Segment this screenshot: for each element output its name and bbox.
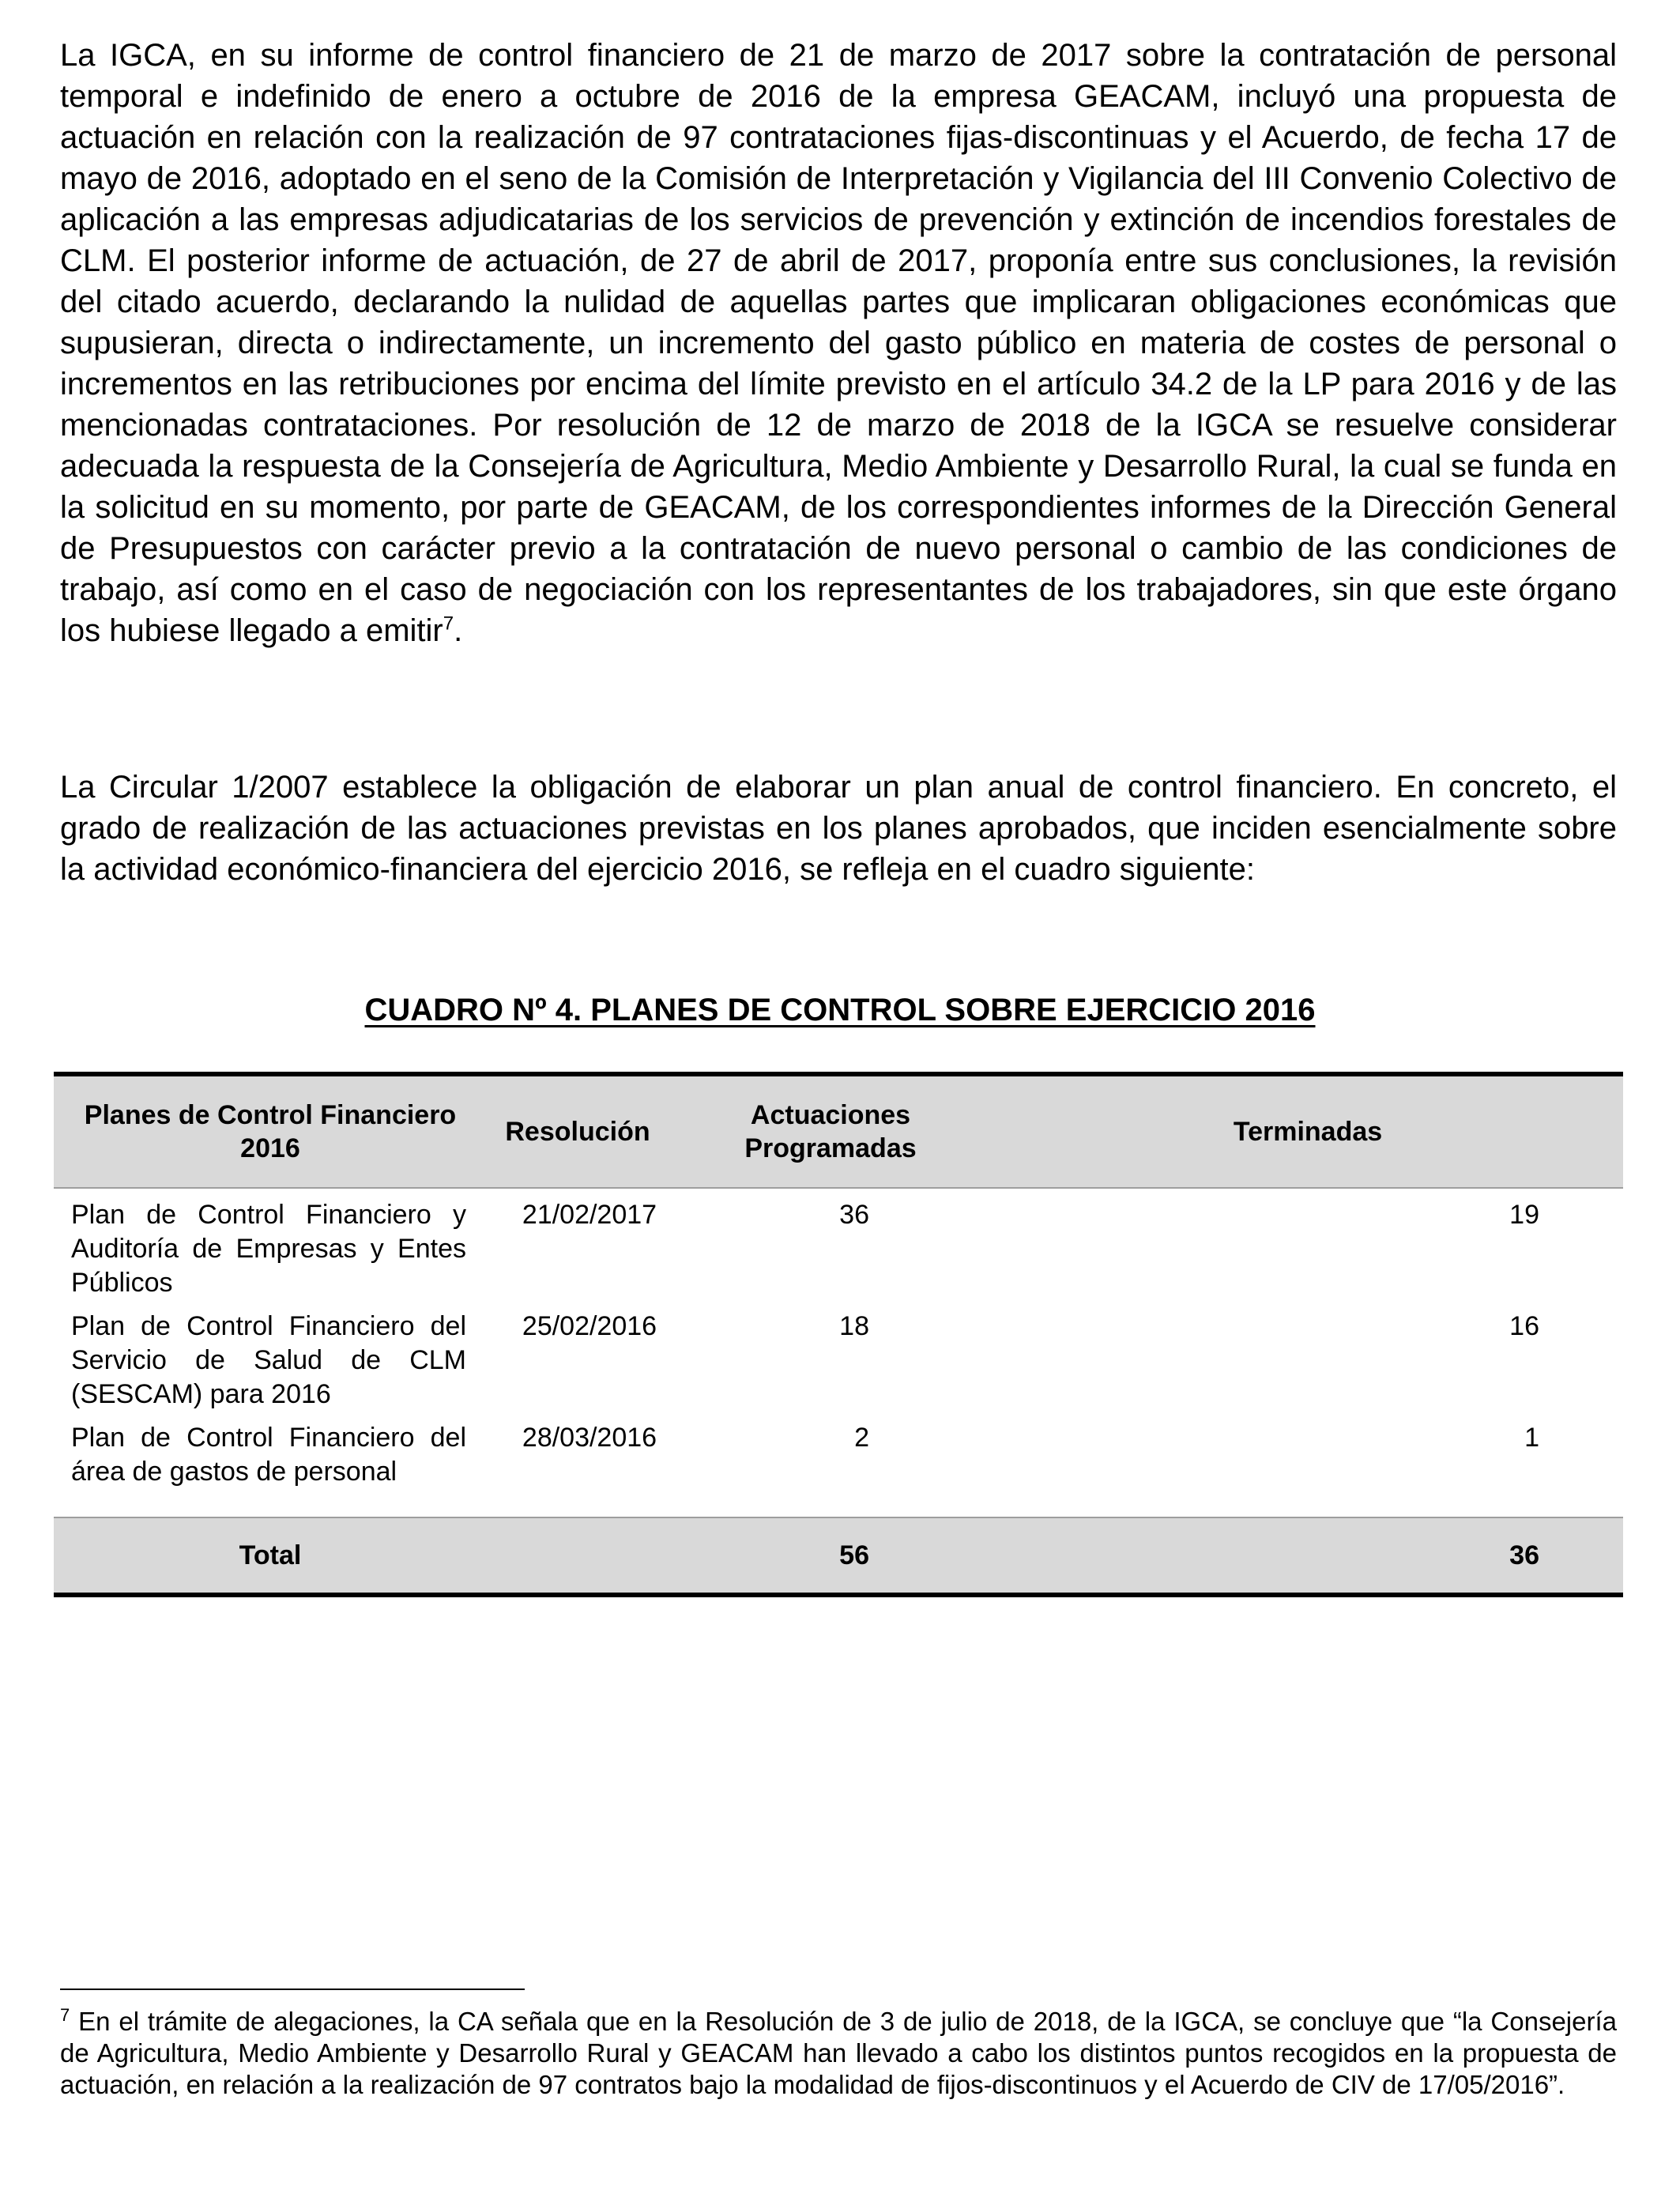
cell-terminadas: 1	[1524, 1423, 1539, 1453]
cell-plan: Plan de Control Financiero y Auditoría de Empresas y Entes Públicos	[71, 1200, 466, 1298]
header-resolucion: Resolución	[487, 1074, 669, 1188]
footnote	[60, 2006, 1617, 2101]
total-resolucion	[487, 1517, 669, 1595]
total-programadas: 56	[669, 1517, 993, 1595]
paragraph-circular: La Circular 1/2007 establece la obligación de elaborar un plan anual de control financiero. En concreto, el grado de realización de las actuaciones previstas en los planes aprobados, que inciden esencialmente sobre la actividad económico-financiera del ejercicio 2016, se refleja en el cuadro siguiente:	[60, 770, 1617, 887]
table-row	[54, 1188, 1623, 1300]
table-row	[54, 1412, 1623, 1517]
table-header-row	[54, 1074, 1623, 1188]
table-row	[54, 1300, 1623, 1412]
cell-terminadas: 19	[1509, 1200, 1539, 1230]
table-title-text: CUADRO Nº 4. PLANES DE CONTROL SOBRE EJERCICIO 2016	[364, 993, 1316, 1027]
cell-programadas: 18	[839, 1311, 869, 1341]
header-actuaciones-line2: Programadas	[744, 1133, 917, 1163]
header-terminadas: Terminadas	[993, 1074, 1623, 1188]
header-actuaciones	[669, 1074, 993, 1188]
footnote-number: 7	[60, 2005, 70, 2025]
total-label: Total	[54, 1517, 487, 1595]
cell-resolucion: 21/02/2017	[522, 1200, 657, 1230]
cell-programadas: 36	[839, 1200, 869, 1230]
footnote-separator	[60, 1989, 525, 1990]
cell-programadas: 2	[854, 1423, 869, 1453]
footnote-text: En el trámite de alegaciones, la CA señala que en la Resolución de 3 de julio de 2018, de la IGCA, se concluye que “la Consejería de Agricultura, Medio Ambiente y Desarrollo Rural y GEACAM han llevado a cabo los distintos puntos recogidos en la propuesta de actuación, en relación a la realización de 97 contratos bajo la modalidad de fijos-discontinuos y el Acuerdo de CIV de 17/05/2016”.	[60, 2007, 1617, 2099]
paragraph-igca-report	[60, 35, 1617, 651]
paragraph-end: .	[454, 613, 463, 648]
header-actuaciones-line1: Actuaciones	[750, 1100, 911, 1130]
cell-resolucion: 28/03/2016	[522, 1423, 657, 1453]
total-terminadas: 36	[993, 1517, 1623, 1595]
paragraph-text: La IGCA, en su informe de control financiero de 21 de marzo de 2017 sobre la contratación de personal temporal e indefinido de enero a octubre de 2016 de la empresa GEACAM, incluyó una propuesta de actuación en relación con la realización de 97 contrataciones fijas-discontinuas y el Acuerdo, de fecha 17 de mayo de 2016, adoptado en el seno de la Comisión de Interpretación y Vigilancia del III Convenio Colectivo de aplicación a las empresas adjudicatarias de los servicios de prevención y extinción de incendios forestales de CLM. El posterior informe de actuación, de 27 de abril de 2017, proponía entre sus conclusiones, la revisión del citado acuerdo, declarando la nulidad de aquellas partes que implicaran obligaciones económicas que supusieran, directa o indirectamente, un incremento del gasto público en materia de costes de personal o incrementos en las retribuciones por encima del límite previsto en el artículo 34.2 de la LP para 2016 y de las mencionadas contrataciones. Por resolución de 12 de marzo de 2018 de la IGCA se resuelve considerar adecuada la respuesta de la Consejería de Agricultura, Medio Ambiente y Desarrollo Rural, la cual se funda en la solicitud en su momento, por parte de GEACAM, de los correspondientes informes de la Dirección General de Presupuestos con carácter previo a la contratación de nuevo personal o cambio de las condiciones de trabajo, así como en el caso de negociación con los representantes de los trabajadores, sin que este órgano los hubiese llegado a emitir	[60, 38, 1617, 648]
table-total-row	[54, 1517, 1623, 1595]
table-title	[0, 991, 1680, 1029]
cell-resolucion: 25/02/2016	[522, 1311, 657, 1341]
cell-plan: Plan de Control Financiero del Servicio de Salud de CLM (SESCAM) para 2016	[71, 1311, 466, 1409]
control-plans-table	[54, 1072, 1623, 1597]
header-plan: Planes de Control Financiero 2016	[54, 1074, 487, 1188]
footnote-reference[interactable]: 7	[443, 613, 454, 635]
cell-terminadas: 16	[1509, 1311, 1539, 1341]
cell-plan: Plan de Control Financiero del área de gastos de personal	[71, 1423, 466, 1487]
